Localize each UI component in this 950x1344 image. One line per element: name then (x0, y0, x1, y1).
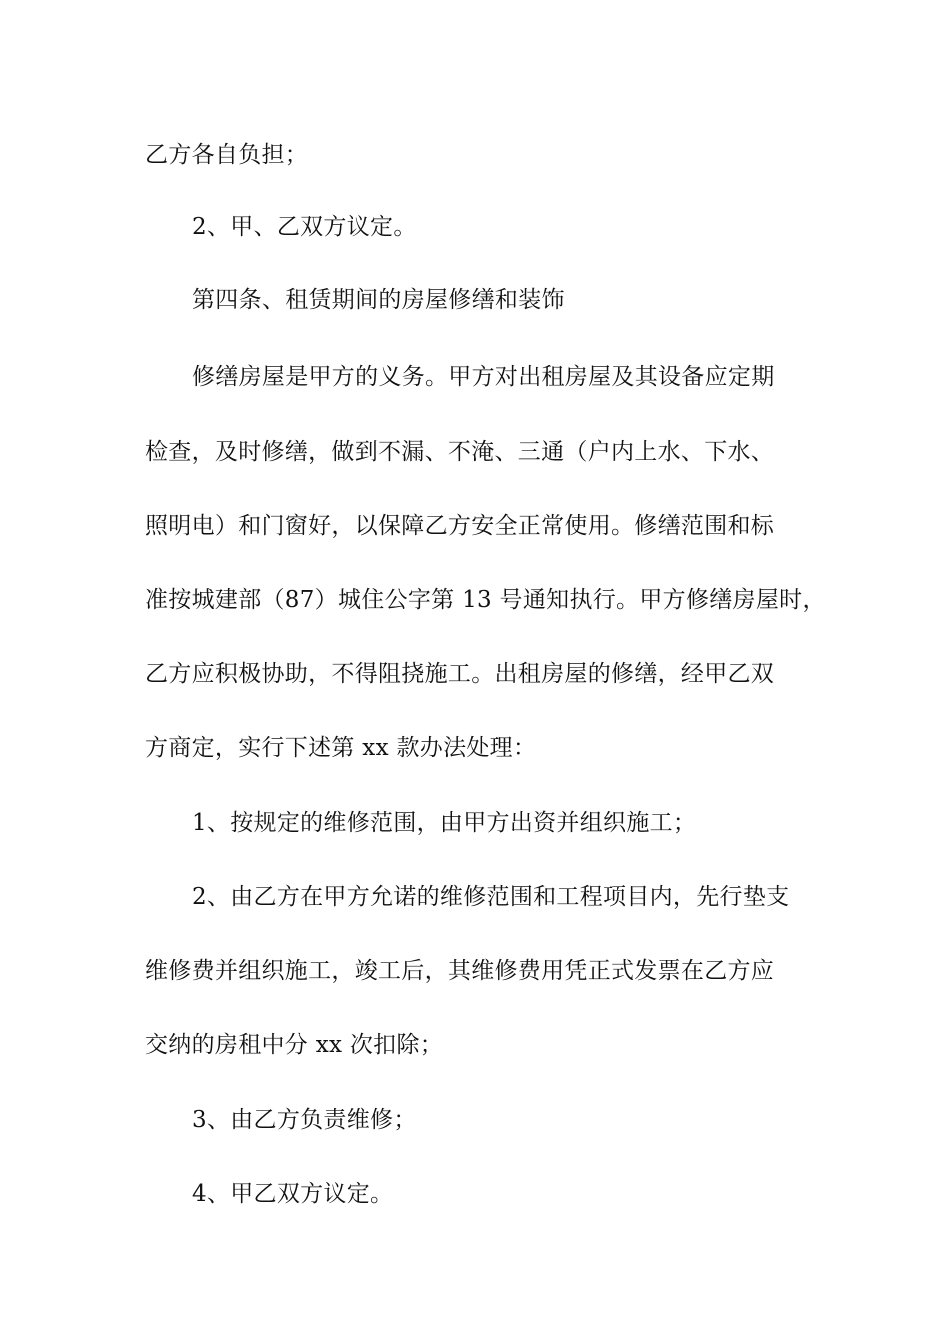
clause-item: 2、由乙方在甲方允诺的维修范围和工程项目内，先行垫支 (192, 884, 790, 910)
section-heading: 第四条、租赁期间的房屋修缮和装饰 (192, 287, 565, 313)
paragraph-line: 交纳的房租中分 xx 次扣除； (145, 1032, 444, 1058)
clause-item: 3、由乙方负责维修； (192, 1107, 417, 1133)
clause-item: 1、按规定的维修范围，由甲方出资并组织施工； (192, 810, 697, 836)
paragraph-line: 乙方应积极协助，不得阻挠施工。出租房屋的修缮，经甲乙双 (145, 661, 775, 687)
paragraph-line: 照明电）和门窗好，以保障乙方安全正常使用。修缮范围和标 (145, 513, 775, 539)
clause-item: 2、甲、乙双方议定。 (192, 214, 417, 240)
paragraph-line: 乙方各自负担； (145, 142, 309, 168)
paragraph-line: 准按城建部（87）城住公字第 13 号通知执行。甲方修缮房屋时， (145, 587, 826, 613)
paragraph-line: 方商定，实行下述第 xx 款办法处理： (145, 735, 537, 761)
paragraph-line: 检查，及时修缮，做到不漏、不淹、三通（户内上水、下水、 (145, 439, 775, 465)
clause-item: 4、甲乙双方议定。 (192, 1181, 394, 1207)
paragraph-line: 维修费并组织施工，竣工后，其维修费用凭正式发票在乙方应 (145, 958, 775, 984)
paragraph-line: 修缮房屋是甲方的义务。甲方对出租房屋及其设备应定期 (192, 364, 775, 390)
